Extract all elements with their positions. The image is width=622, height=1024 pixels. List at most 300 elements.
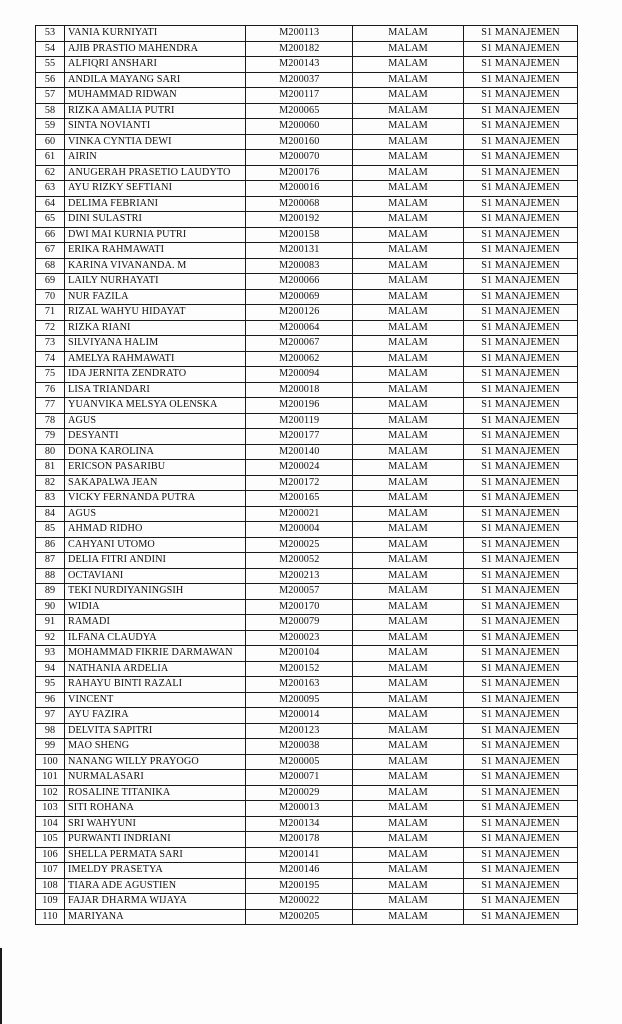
- class-shift-cell: MALAM: [353, 816, 464, 832]
- study-program-cell: S1 MANAJEMEN: [463, 243, 577, 259]
- table-row: [36, 537, 578, 553]
- student-name-cell: ILFANA CLAUDYA: [65, 630, 246, 646]
- row-number-cell: 93: [36, 646, 65, 662]
- row-number-cell: 107: [36, 863, 65, 879]
- row-number-cell: 89: [36, 584, 65, 600]
- row-number-cell: 58: [36, 103, 65, 119]
- class-shift-cell: MALAM: [353, 615, 464, 631]
- student-id-cell: M200176: [246, 165, 353, 181]
- student-name-cell: ERIKA RAHMAWATI: [65, 243, 246, 259]
- student-id-cell: M200083: [246, 258, 353, 274]
- row-number-cell: 95: [36, 677, 65, 693]
- study-program-cell: S1 MANAJEMEN: [463, 88, 577, 104]
- study-program-cell: S1 MANAJEMEN: [463, 754, 577, 770]
- class-shift-cell: MALAM: [353, 305, 464, 321]
- class-shift-cell: MALAM: [353, 398, 464, 414]
- study-program-cell: S1 MANAJEMEN: [463, 41, 577, 57]
- row-number-cell: 88: [36, 568, 65, 584]
- row-number-cell: 77: [36, 398, 65, 414]
- class-shift-cell: MALAM: [353, 119, 464, 135]
- student-name-cell: DELIA FITRI ANDINI: [65, 553, 246, 569]
- class-shift-cell: MALAM: [353, 336, 464, 352]
- row-number-cell: 59: [36, 119, 65, 135]
- row-number-cell: 84: [36, 506, 65, 522]
- student-id-cell: M200037: [246, 72, 353, 88]
- table-row: [36, 103, 578, 119]
- student-name-cell: DELVITA SAPITRI: [65, 723, 246, 739]
- table-row: [36, 475, 578, 491]
- class-shift-cell: MALAM: [353, 26, 464, 42]
- row-number-cell: 62: [36, 165, 65, 181]
- row-number-cell: 83: [36, 491, 65, 507]
- roster-body: [36, 26, 578, 925]
- study-program-cell: S1 MANAJEMEN: [463, 119, 577, 135]
- student-id-cell: M200178: [246, 832, 353, 848]
- student-name-cell: RAHAYU BINTI RAZALI: [65, 677, 246, 693]
- student-name-cell: VANIA KURNIYATI: [65, 26, 246, 42]
- row-number-cell: 78: [36, 413, 65, 429]
- student-roster-table: [35, 25, 578, 925]
- class-shift-cell: MALAM: [353, 444, 464, 460]
- student-name-cell: SRI WAHYUNI: [65, 816, 246, 832]
- class-shift-cell: MALAM: [353, 491, 464, 507]
- table-row: [36, 88, 578, 104]
- table-row: [36, 196, 578, 212]
- student-name-cell: AGUS: [65, 506, 246, 522]
- row-number-cell: 60: [36, 134, 65, 150]
- student-id-cell: M200165: [246, 491, 353, 507]
- table-row: [36, 754, 578, 770]
- class-shift-cell: MALAM: [353, 258, 464, 274]
- class-shift-cell: MALAM: [353, 212, 464, 228]
- student-name-cell: LISA TRIANDARI: [65, 382, 246, 398]
- study-program-cell: S1 MANAJEMEN: [463, 537, 577, 553]
- class-shift-cell: MALAM: [353, 754, 464, 770]
- table-row: [36, 770, 578, 786]
- row-number-cell: 63: [36, 181, 65, 197]
- study-program-cell: S1 MANAJEMEN: [463, 305, 577, 321]
- class-shift-cell: MALAM: [353, 863, 464, 879]
- row-number-cell: 81: [36, 460, 65, 476]
- row-number-cell: 87: [36, 553, 65, 569]
- row-number-cell: 66: [36, 227, 65, 243]
- student-id-cell: M200196: [246, 398, 353, 414]
- row-number-cell: 65: [36, 212, 65, 228]
- student-name-cell: PURWANTI INDRIANI: [65, 832, 246, 848]
- student-name-cell: KARINA VIVANANDA. M: [65, 258, 246, 274]
- table-row: [36, 801, 578, 817]
- student-name-cell: VINCENT: [65, 692, 246, 708]
- student-id-cell: M200067: [246, 336, 353, 352]
- row-number-cell: 73: [36, 336, 65, 352]
- student-id-cell: M200071: [246, 770, 353, 786]
- table-row: [36, 119, 578, 135]
- row-number-cell: 103: [36, 801, 65, 817]
- row-number-cell: 104: [36, 816, 65, 832]
- table-row: [36, 150, 578, 166]
- row-number-cell: 71: [36, 305, 65, 321]
- class-shift-cell: MALAM: [353, 103, 464, 119]
- student-name-cell: ROSALINE TITANIKA: [65, 785, 246, 801]
- table-row: [36, 568, 578, 584]
- table-row: [36, 429, 578, 445]
- table-row: [36, 894, 578, 910]
- student-name-cell: YUANVIKA MELSYA OLENSKA: [65, 398, 246, 414]
- row-number-cell: 82: [36, 475, 65, 491]
- study-program-cell: S1 MANAJEMEN: [463, 320, 577, 336]
- student-id-cell: M200182: [246, 41, 353, 57]
- scan-edge-mark: [0, 948, 2, 1024]
- class-shift-cell: MALAM: [353, 847, 464, 863]
- student-name-cell: IMELDY PRASETYA: [65, 863, 246, 879]
- study-program-cell: S1 MANAJEMEN: [463, 832, 577, 848]
- study-program-cell: S1 MANAJEMEN: [463, 522, 577, 538]
- study-program-cell: S1 MANAJEMEN: [463, 103, 577, 119]
- class-shift-cell: MALAM: [353, 599, 464, 615]
- row-number-cell: 75: [36, 367, 65, 383]
- study-program-cell: S1 MANAJEMEN: [463, 336, 577, 352]
- student-name-cell: MARIYANA: [65, 909, 246, 925]
- study-program-cell: S1 MANAJEMEN: [463, 274, 577, 290]
- class-shift-cell: MALAM: [353, 584, 464, 600]
- student-id-cell: M200070: [246, 150, 353, 166]
- class-shift-cell: MALAM: [353, 274, 464, 290]
- study-program-cell: S1 MANAJEMEN: [463, 816, 577, 832]
- student-id-cell: M200021: [246, 506, 353, 522]
- table-row: [36, 134, 578, 150]
- row-number-cell: 102: [36, 785, 65, 801]
- study-program-cell: S1 MANAJEMEN: [463, 708, 577, 724]
- student-name-cell: ANUGERAH PRASETIO LAUDYTO: [65, 165, 246, 181]
- row-number-cell: 67: [36, 243, 65, 259]
- table-row: [36, 723, 578, 739]
- student-id-cell: M200029: [246, 785, 353, 801]
- student-name-cell: VICKY FERNANDA PUTRA: [65, 491, 246, 507]
- student-id-cell: M200177: [246, 429, 353, 445]
- student-id-cell: M200146: [246, 863, 353, 879]
- class-shift-cell: MALAM: [353, 196, 464, 212]
- study-program-cell: S1 MANAJEMEN: [463, 863, 577, 879]
- study-program-cell: S1 MANAJEMEN: [463, 460, 577, 476]
- row-number-cell: 69: [36, 274, 65, 290]
- row-number-cell: 110: [36, 909, 65, 925]
- row-number-cell: 61: [36, 150, 65, 166]
- table-row: [36, 367, 578, 383]
- study-program-cell: S1 MANAJEMEN: [463, 677, 577, 693]
- class-shift-cell: MALAM: [353, 677, 464, 693]
- table-row: [36, 413, 578, 429]
- table-row: [36, 258, 578, 274]
- table-row: [36, 351, 578, 367]
- student-name-cell: SHELLA PERMATA SARI: [65, 847, 246, 863]
- student-name-cell: VINKA CYNTIA DEWI: [65, 134, 246, 150]
- table-row: [36, 553, 578, 569]
- student-name-cell: SINTA NOVIANTI: [65, 119, 246, 135]
- student-id-cell: M200119: [246, 413, 353, 429]
- table-row: [36, 630, 578, 646]
- student-id-cell: M200013: [246, 801, 353, 817]
- study-program-cell: S1 MANAJEMEN: [463, 196, 577, 212]
- class-shift-cell: MALAM: [353, 351, 464, 367]
- student-name-cell: AHMAD RIDHO: [65, 522, 246, 538]
- student-name-cell: SILVIYANA HALIM: [65, 336, 246, 352]
- table-row: [36, 382, 578, 398]
- class-shift-cell: MALAM: [353, 801, 464, 817]
- student-name-cell: DWI MAI KURNIA PUTRI: [65, 227, 246, 243]
- table-row: [36, 72, 578, 88]
- study-program-cell: S1 MANAJEMEN: [463, 770, 577, 786]
- class-shift-cell: MALAM: [353, 289, 464, 305]
- student-id-cell: M200095: [246, 692, 353, 708]
- table-row: [36, 584, 578, 600]
- class-shift-cell: MALAM: [353, 413, 464, 429]
- study-program-cell: S1 MANAJEMEN: [463, 553, 577, 569]
- student-name-cell: ANDILA MAYANG SARI: [65, 72, 246, 88]
- student-id-cell: M200192: [246, 212, 353, 228]
- row-number-cell: 101: [36, 770, 65, 786]
- student-id-cell: M200004: [246, 522, 353, 538]
- student-id-cell: M200052: [246, 553, 353, 569]
- table-row: [36, 491, 578, 507]
- class-shift-cell: MALAM: [353, 367, 464, 383]
- student-name-cell: NUR FAZILA: [65, 289, 246, 305]
- class-shift-cell: MALAM: [353, 630, 464, 646]
- class-shift-cell: MALAM: [353, 134, 464, 150]
- study-program-cell: S1 MANAJEMEN: [463, 429, 577, 445]
- row-number-cell: 100: [36, 754, 65, 770]
- row-number-cell: 85: [36, 522, 65, 538]
- student-name-cell: FAJAR DHARMA WIJAYA: [65, 894, 246, 910]
- row-number-cell: 99: [36, 739, 65, 755]
- class-shift-cell: MALAM: [353, 150, 464, 166]
- student-id-cell: M200134: [246, 816, 353, 832]
- class-shift-cell: MALAM: [353, 785, 464, 801]
- student-id-cell: M200126: [246, 305, 353, 321]
- student-id-cell: M200066: [246, 274, 353, 290]
- row-number-cell: 76: [36, 382, 65, 398]
- table-row: [36, 181, 578, 197]
- row-number-cell: 106: [36, 847, 65, 863]
- class-shift-cell: MALAM: [353, 506, 464, 522]
- study-program-cell: S1 MANAJEMEN: [463, 413, 577, 429]
- study-program-cell: S1 MANAJEMEN: [463, 258, 577, 274]
- row-number-cell: 97: [36, 708, 65, 724]
- class-shift-cell: MALAM: [353, 57, 464, 73]
- student-id-cell: M200104: [246, 646, 353, 662]
- study-program-cell: S1 MANAJEMEN: [463, 382, 577, 398]
- student-id-cell: M200038: [246, 739, 353, 755]
- row-number-cell: 72: [36, 320, 65, 336]
- study-program-cell: S1 MANAJEMEN: [463, 739, 577, 755]
- student-name-cell: AYU FAZIRA: [65, 708, 246, 724]
- class-shift-cell: MALAM: [353, 568, 464, 584]
- table-row: [36, 878, 578, 894]
- class-shift-cell: MALAM: [353, 909, 464, 925]
- study-program-cell: S1 MANAJEMEN: [463, 72, 577, 88]
- study-program-cell: S1 MANAJEMEN: [463, 909, 577, 925]
- student-id-cell: M200023: [246, 630, 353, 646]
- student-name-cell: AYU RIZKY SEFTIANI: [65, 181, 246, 197]
- study-program-cell: S1 MANAJEMEN: [463, 568, 577, 584]
- table-row: [36, 522, 578, 538]
- student-name-cell: LAILY NURHAYATI: [65, 274, 246, 290]
- student-id-cell: M200018: [246, 382, 353, 398]
- study-program-cell: S1 MANAJEMEN: [463, 444, 577, 460]
- student-name-cell: TEKI NURDIYANINGSIH: [65, 584, 246, 600]
- row-number-cell: 86: [36, 537, 65, 553]
- student-name-cell: NANANG WILLY PRAYOGO: [65, 754, 246, 770]
- class-shift-cell: MALAM: [353, 429, 464, 445]
- study-program-cell: S1 MANAJEMEN: [463, 165, 577, 181]
- student-name-cell: MOHAMMAD FIKRIE DARMAWAN: [65, 646, 246, 662]
- student-name-cell: DONA KAROLINA: [65, 444, 246, 460]
- student-name-cell: NATHANIA ARDELIA: [65, 661, 246, 677]
- table-row: [36, 692, 578, 708]
- class-shift-cell: MALAM: [353, 475, 464, 491]
- table-row: [36, 816, 578, 832]
- class-shift-cell: MALAM: [353, 522, 464, 538]
- class-shift-cell: MALAM: [353, 894, 464, 910]
- student-id-cell: M200141: [246, 847, 353, 863]
- student-id-cell: M200022: [246, 894, 353, 910]
- student-id-cell: M200195: [246, 878, 353, 894]
- study-program-cell: S1 MANAJEMEN: [463, 26, 577, 42]
- student-id-cell: M200140: [246, 444, 353, 460]
- table-row: [36, 739, 578, 755]
- student-id-cell: M200024: [246, 460, 353, 476]
- student-name-cell: SAKAPALWA JEAN: [65, 475, 246, 491]
- study-program-cell: S1 MANAJEMEN: [463, 506, 577, 522]
- row-number-cell: 54: [36, 41, 65, 57]
- table-row: [36, 506, 578, 522]
- study-program-cell: S1 MANAJEMEN: [463, 398, 577, 414]
- table-row: [36, 57, 578, 73]
- row-number-cell: 108: [36, 878, 65, 894]
- study-program-cell: S1 MANAJEMEN: [463, 615, 577, 631]
- class-shift-cell: MALAM: [353, 320, 464, 336]
- study-program-cell: S1 MANAJEMEN: [463, 134, 577, 150]
- table-row: [36, 398, 578, 414]
- student-id-cell: M200205: [246, 909, 353, 925]
- student-name-cell: RAMADI: [65, 615, 246, 631]
- student-id-cell: M200170: [246, 599, 353, 615]
- table-row: [36, 41, 578, 57]
- student-id-cell: M200143: [246, 57, 353, 73]
- class-shift-cell: MALAM: [353, 227, 464, 243]
- row-number-cell: 109: [36, 894, 65, 910]
- student-name-cell: CAHYANI UTOMO: [65, 537, 246, 553]
- study-program-cell: S1 MANAJEMEN: [463, 785, 577, 801]
- row-number-cell: 64: [36, 196, 65, 212]
- table-row: [36, 274, 578, 290]
- row-number-cell: 80: [36, 444, 65, 460]
- row-number-cell: 74: [36, 351, 65, 367]
- student-id-cell: M200160: [246, 134, 353, 150]
- student-name-cell: ALFIQRI ANSHARI: [65, 57, 246, 73]
- student-id-cell: M200025: [246, 537, 353, 553]
- table-row: [36, 677, 578, 693]
- class-shift-cell: MALAM: [353, 708, 464, 724]
- study-program-cell: S1 MANAJEMEN: [463, 475, 577, 491]
- student-id-cell: M200079: [246, 615, 353, 631]
- class-shift-cell: MALAM: [353, 165, 464, 181]
- class-shift-cell: MALAM: [353, 739, 464, 755]
- study-program-cell: S1 MANAJEMEN: [463, 692, 577, 708]
- study-program-cell: S1 MANAJEMEN: [463, 181, 577, 197]
- row-number-cell: 92: [36, 630, 65, 646]
- table-row: [36, 615, 578, 631]
- table-row: [36, 212, 578, 228]
- class-shift-cell: MALAM: [353, 382, 464, 398]
- student-id-cell: M200014: [246, 708, 353, 724]
- table-row: [36, 289, 578, 305]
- row-number-cell: 56: [36, 72, 65, 88]
- class-shift-cell: MALAM: [353, 553, 464, 569]
- student-name-cell: NURMALASARI: [65, 770, 246, 786]
- study-program-cell: S1 MANAJEMEN: [463, 847, 577, 863]
- student-name-cell: WIDIA: [65, 599, 246, 615]
- study-program-cell: S1 MANAJEMEN: [463, 801, 577, 817]
- row-number-cell: 70: [36, 289, 65, 305]
- class-shift-cell: MALAM: [353, 832, 464, 848]
- study-program-cell: S1 MANAJEMEN: [463, 661, 577, 677]
- table-row: [36, 165, 578, 181]
- student-id-cell: M200069: [246, 289, 353, 305]
- student-id-cell: M200113: [246, 26, 353, 42]
- student-name-cell: ERICSON PASARIBU: [65, 460, 246, 476]
- study-program-cell: S1 MANAJEMEN: [463, 57, 577, 73]
- study-program-cell: S1 MANAJEMEN: [463, 150, 577, 166]
- row-number-cell: 94: [36, 661, 65, 677]
- student-id-cell: M200172: [246, 475, 353, 491]
- table-row: [36, 646, 578, 662]
- table-row: [36, 847, 578, 863]
- student-name-cell: RIZKA AMALIA PUTRI: [65, 103, 246, 119]
- class-shift-cell: MALAM: [353, 770, 464, 786]
- study-program-cell: S1 MANAJEMEN: [463, 646, 577, 662]
- study-program-cell: S1 MANAJEMEN: [463, 351, 577, 367]
- student-name-cell: DESYANTI: [65, 429, 246, 445]
- class-shift-cell: MALAM: [353, 243, 464, 259]
- table-row: [36, 863, 578, 879]
- study-program-cell: S1 MANAJEMEN: [463, 630, 577, 646]
- student-id-cell: M200016: [246, 181, 353, 197]
- table-row: [36, 336, 578, 352]
- row-number-cell: 98: [36, 723, 65, 739]
- study-program-cell: S1 MANAJEMEN: [463, 599, 577, 615]
- student-name-cell: AJIB PRASTIO MAHENDRA: [65, 41, 246, 57]
- class-shift-cell: MALAM: [353, 41, 464, 57]
- student-id-cell: M200213: [246, 568, 353, 584]
- student-id-cell: M200163: [246, 677, 353, 693]
- row-number-cell: 96: [36, 692, 65, 708]
- study-program-cell: S1 MANAJEMEN: [463, 584, 577, 600]
- row-number-cell: 55: [36, 57, 65, 73]
- class-shift-cell: MALAM: [353, 72, 464, 88]
- study-program-cell: S1 MANAJEMEN: [463, 878, 577, 894]
- student-id-cell: M200152: [246, 661, 353, 677]
- student-id-cell: M200057: [246, 584, 353, 600]
- table-row: [36, 661, 578, 677]
- table-row: [36, 227, 578, 243]
- student-name-cell: MUHAMMAD RIDWAN: [65, 88, 246, 104]
- student-name-cell: AIRIN: [65, 150, 246, 166]
- row-number-cell: 57: [36, 88, 65, 104]
- student-name-cell: AMELYA RAHMAWATI: [65, 351, 246, 367]
- class-shift-cell: MALAM: [353, 88, 464, 104]
- table-row: [36, 909, 578, 925]
- study-program-cell: S1 MANAJEMEN: [463, 227, 577, 243]
